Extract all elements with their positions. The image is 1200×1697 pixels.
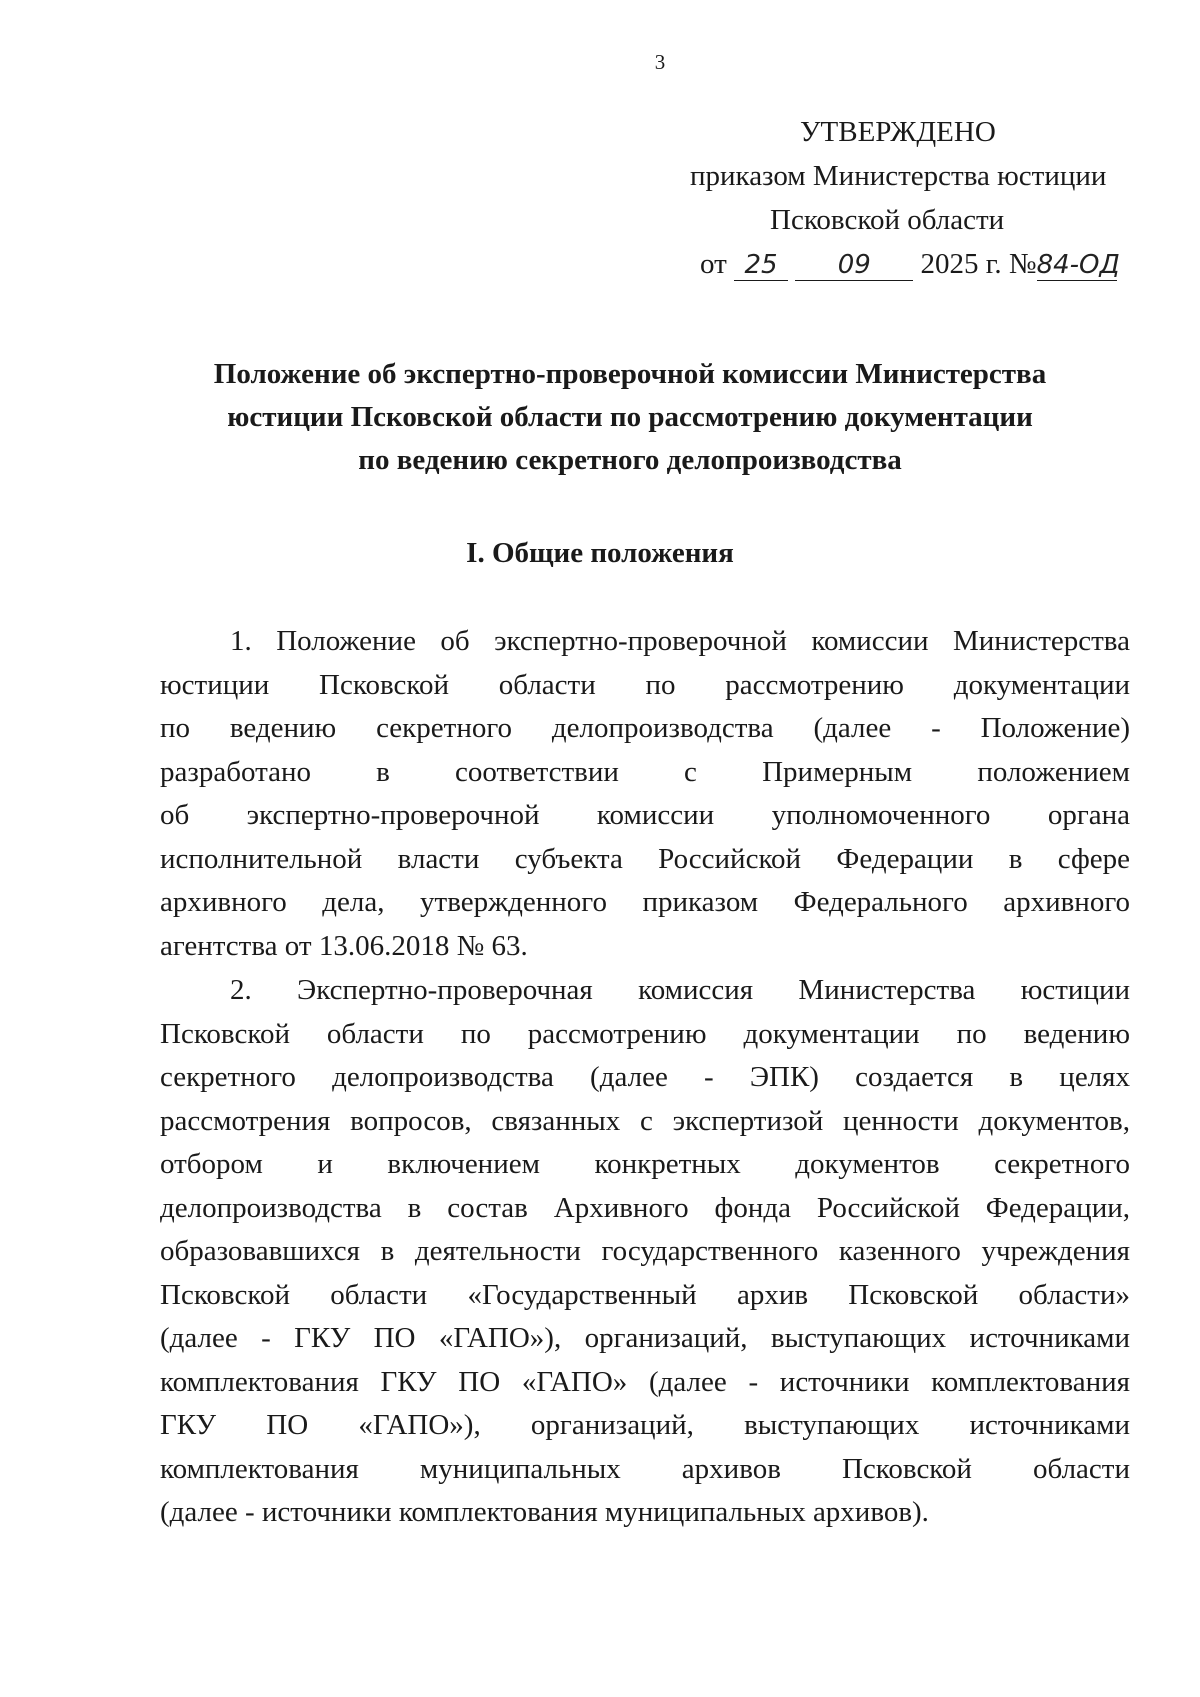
approval-order-of: приказом Министерства юстиции [690, 160, 1107, 192]
paragraph-line: архивного дела, утвержденного приказом Федерального архивного [160, 886, 1130, 918]
title-line: Положение об экспертно-проверочной комиссии Министерства [213, 358, 1047, 390]
approval-stamp-block [690, 110, 1140, 286]
handwritten-order-number: 84-ОД [1036, 250, 1120, 280]
paragraph-line: по ведению секретного делопроизводства (далее - Положение) [160, 712, 1130, 744]
title-line: юстиции Псковской области по рассмотрению документации [227, 401, 1033, 433]
paragraph-line: 2. Экспертно-проверочная комиссия Министерства юстиции [230, 974, 1130, 1006]
paragraph-2 [160, 969, 1130, 1535]
approval-stamp: УТВЕРЖДЕНО [800, 116, 996, 148]
document-body [160, 620, 1130, 1536]
paragraph-line: делопроизводства в состав Архивного фонда Российской Федерации, [160, 1191, 1130, 1224]
paragraph-line: рассмотрения вопросов, связанных с экспертизой ценности документов, [160, 1104, 1130, 1137]
paragraph-line: ГКУ ПО «ГАПО»), организаций, выступающих источниками [160, 1409, 1130, 1441]
handwritten-month: 09 [795, 250, 913, 281]
date-prefix: от [700, 248, 727, 280]
paragraph-line: агентства от 13.06.2018 № 63. [160, 929, 528, 962]
page-number: 3 [654, 50, 666, 74]
paragraph-1 [160, 620, 1130, 968]
section-title: I. Общие положения [466, 537, 734, 569]
approval-region: Псковской области [770, 204, 1005, 236]
paragraph-line: (далее - ГКУ ПО «ГАПО»), организаций, выступающих источниками [160, 1322, 1130, 1354]
paragraph-line: отбором и включением конкретных документов секретного [160, 1148, 1130, 1180]
paragraph-line: Псковской области по рассмотрению документации по ведению [160, 1017, 1130, 1050]
paragraph-line: Псковской области «Государственный архив Псковской области» [160, 1278, 1130, 1311]
paragraph-line: исполнительной власти субъекта Российской Федерации в сфере [160, 842, 1130, 875]
paragraph-line: 1. Положение об экспертно-проверочной комиссии Министерства [230, 625, 1130, 657]
date-year: 2025 г. № [920, 248, 1037, 280]
title-line: по ведению секретного делопроизводства [358, 444, 902, 476]
paragraph-line: разработано в соответствии с Примерным положением [160, 755, 1130, 788]
paragraph-line: секретного делопроизводства (далее - ЭПК) создается в целях [160, 1061, 1130, 1093]
paragraph-line: образовавшихся в деятельности государственного казенного учреждения [160, 1235, 1130, 1267]
paragraph-line: комплектования муниципальных архивов Псковской области [160, 1452, 1130, 1485]
approval-date-line [690, 242, 1140, 286]
paragraph-line: об экспертно-проверочной комиссии уполномоченного органа [160, 799, 1130, 831]
paragraph-line: комплектования ГКУ ПО «ГАПО» (далее - источники комплектования [160, 1365, 1130, 1398]
paragraph-line: (далее - источники комплектования муниципальных архивов). [160, 1496, 929, 1528]
document-title [150, 353, 1110, 482]
paragraph-line: юстиции Псковской области по рассмотрению документации [160, 668, 1130, 701]
handwritten-day: 25 [734, 250, 788, 281]
